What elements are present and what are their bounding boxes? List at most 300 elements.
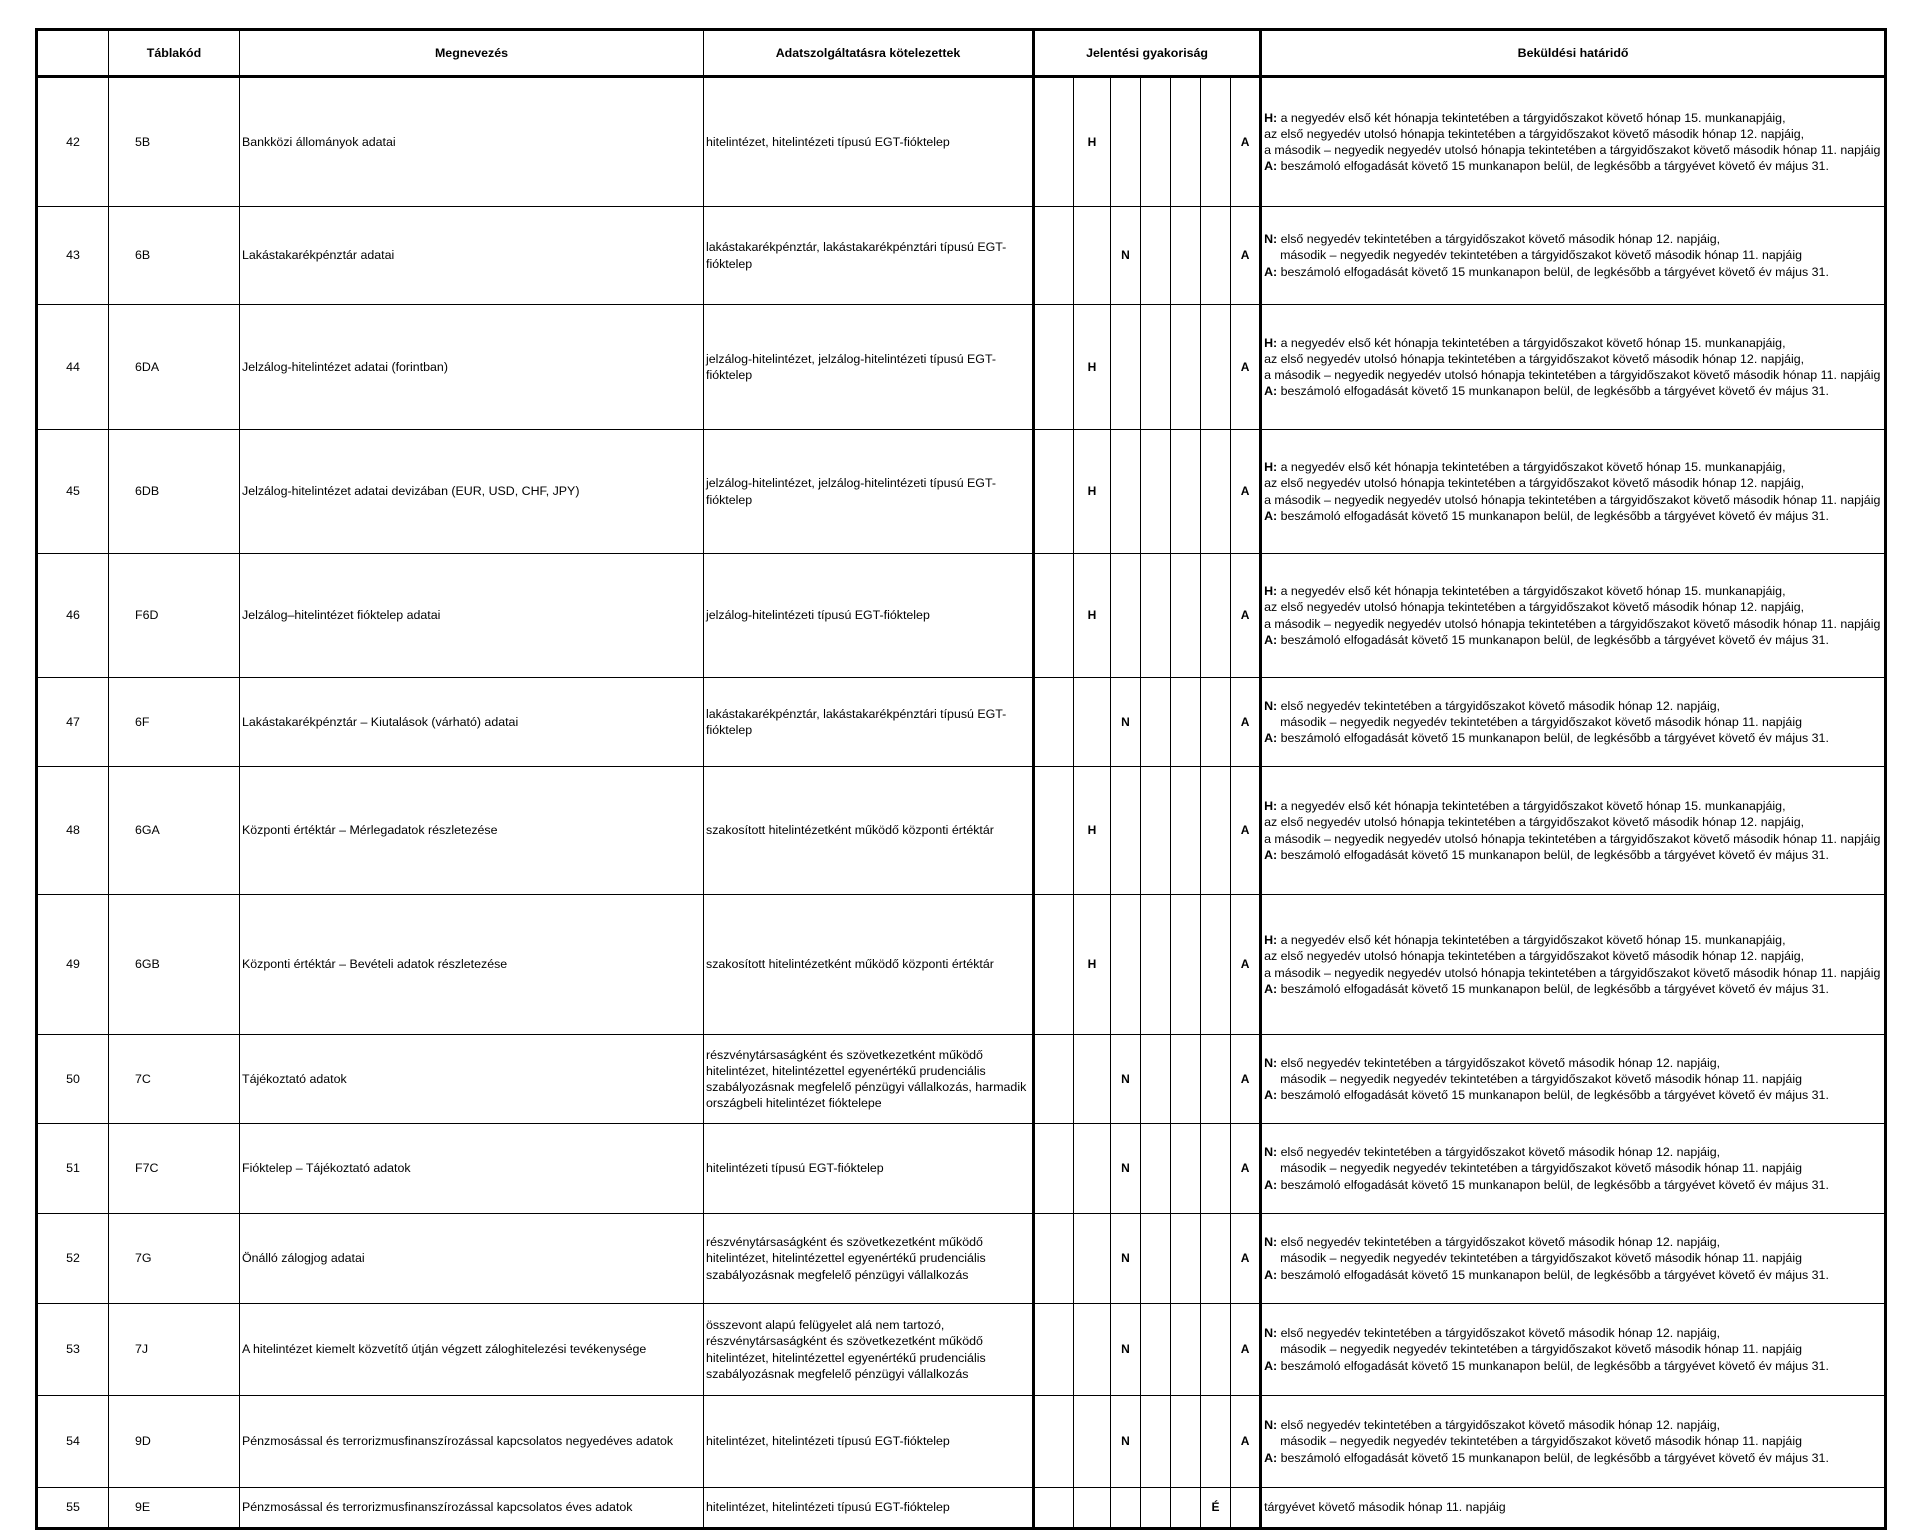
deadline-text: az első negyedév utolsó hónapja tekintetében a tárgyidőszakot követő második hónap 12. napjáig, [1264,949,1805,964]
frequency-cell [1141,1214,1171,1304]
row-number: 49 [37,895,109,1035]
frequency-cell: A [1231,207,1261,305]
deadline-line [1264,1267,1882,1283]
deadline-line [1264,351,1882,367]
deadline-line [1264,459,1882,475]
deadline-line [1264,948,1882,964]
deadline-line [1264,367,1882,383]
deadline-label: A: [1264,847,1278,862]
deadline-text: beszámoló elfogadását követő 15 munkanapon belül, de legkésőbb a tárgyévet követő év május 31. [1277,981,1829,996]
deadline-text: első negyedév tekintetében a tárgyidőszakot követő második hónap 12. napjáig, [1277,698,1721,713]
deadline-line [1264,698,1882,714]
table-code: 9E [109,1488,240,1529]
deadline-text: beszámoló elfogadását követő 15 munkanapon belül, de legkésőbb a tárgyévet követő év május 31. [1277,508,1829,523]
obligors: szakosított hitelintézetként működő központi értéktár [704,767,1034,895]
deadline-line [1264,231,1882,247]
deadline-line [1264,599,1882,615]
frequency-cell [1171,430,1201,554]
frequency-cell: N [1111,1214,1141,1304]
deadline-line [1264,965,1882,981]
frequency-cell [1171,1214,1201,1304]
obligors: hitelintézeti típusú EGT-fióktelep [704,1124,1034,1214]
deadline-line [1264,1055,1882,1071]
frequency-cell [1034,1396,1074,1488]
frequency-cell: A [1231,895,1261,1035]
table-row [37,77,1886,207]
table-name: Jelzálog-hitelintézet adatai (forintban) [240,305,704,430]
deadline-text: a negyedév első két hónapja tekintetében a tárgyidőszakot követő hónap 15. munkanapjáig, [1277,584,1786,599]
deadline-label: A: [1264,1358,1278,1373]
deadline-text: az első negyedév utolsó hónapja tekintetében a tárgyidőszakot követő második hónap 12. napjáig, [1264,351,1805,366]
frequency-cell [1074,1035,1111,1124]
deadline-text: a második – negyedik negyedév utolsó hónapja tekintetében a tárgyidőszakot követő második hónap 11. napjáig [1264,616,1881,631]
deadline-line [1264,1341,1882,1357]
frequency-cell: A [1231,1035,1261,1124]
frequency-cell [1201,895,1231,1035]
deadline-label: N: [1264,698,1278,713]
deadline-text: beszámoló elfogadását követő 15 munkanapon belül, de legkésőbb a tárgyévet követő év május 31. [1277,384,1829,399]
frequency-cell [1201,305,1231,430]
table-header [37,30,1886,77]
deadline-line [1264,158,1882,174]
table-name: Fióktelep – Tájékoztató adatok [240,1124,704,1214]
deadline-label: H: [1264,335,1278,350]
frequency-cell [1141,767,1171,895]
deadline-text: második – negyedik negyedév tekintetében a tárgyidőszakot követő második hónap 11. napjáig [1280,1342,1802,1357]
frequency-cell: N [1111,1396,1141,1488]
frequency-cell [1141,554,1171,678]
table-name: Központi értéktár – Mérlegadatok részletezése [240,767,704,895]
frequency-cell [1141,678,1171,767]
deadline-text: beszámoló elfogadását követő 15 munkanapon belül, de legkésőbb a tárgyévet követő év május 31. [1277,847,1829,862]
frequency-cell [1034,1488,1074,1529]
table-row [37,1035,1886,1124]
deadline-line [1264,126,1882,142]
deadline-text: a második – negyedik negyedév utolsó hónapja tekintetében a tárgyidőszakot követő második hónap 11. napjáig [1264,831,1881,846]
frequency-cell [1141,305,1171,430]
deadline-line [1264,932,1882,948]
table-row [37,767,1886,895]
table-name: Pénzmosással és terrorizmusfinanszírozással kapcsolatos negyedéves adatok [240,1396,704,1488]
frequency-cell [1171,1304,1201,1396]
deadline-line [1264,583,1882,599]
reporting-table [35,28,1887,1530]
deadline-text: a második – negyedik negyedév utolsó hónapja tekintetében a tárgyidőszakot követő második hónap 11. napjáig [1264,143,1881,157]
frequency-cell: N [1111,1035,1141,1124]
frequency-cell [1171,554,1201,678]
deadline-label: A: [1264,384,1278,399]
deadline-line [1264,632,1882,648]
deadline-text: beszámoló elfogadását követő 15 munkanapon belül, de legkésőbb a tárgyévet követő év május 31. [1277,159,1829,174]
deadline [1261,430,1886,554]
deadline-label: H: [1264,110,1278,125]
frequency-cell: A [1231,430,1261,554]
deadline-line [1264,1433,1882,1449]
frequency-cell [1201,678,1231,767]
frequency-cell [1171,678,1201,767]
header-megnevezes: Megnevezés [240,30,704,77]
deadline-text: első negyedév tekintetében a tárgyidőszakot követő második hónap 12. napjáig, [1277,1055,1721,1070]
obligors: jelzálog-hitelintézeti típusú EGT-fióktelep [704,554,1034,678]
table-code: F7C [109,1124,240,1214]
deadline-label: H: [1264,584,1278,599]
deadline-line [1264,1417,1882,1433]
frequency-cell [1034,430,1074,554]
frequency-cell [1074,1304,1111,1396]
frequency-cell [1201,430,1231,554]
frequency-cell: A [1231,1304,1261,1396]
frequency-cell: N [1111,678,1141,767]
row-number: 42 [37,77,109,207]
frequency-cell [1201,554,1231,678]
deadline-line [1264,1071,1882,1087]
deadline [1261,1304,1886,1396]
deadline-label: A: [1264,731,1278,746]
frequency-cell: H [1074,554,1111,678]
frequency-cell [1034,305,1074,430]
deadline-line [1264,1160,1882,1176]
deadline-text: első negyedév tekintetében a tárgyidőszakot követő második hónap 12. napjáig, [1277,232,1721,247]
frequency-cell [1141,1035,1171,1124]
deadline-line [1264,847,1882,863]
frequency-cell: A [1231,1124,1261,1214]
deadline [1261,554,1886,678]
frequency-cell [1141,895,1171,1035]
frequency-cell [1201,1035,1231,1124]
table-name: A hitelintézet kiemelt közvetítő útján végzett záloghitelezési tevékenysége [240,1304,704,1396]
frequency-cell [1171,305,1201,430]
obligors: részvénytársaságként és szövetkezetként működő hitelintézet, hitelintézettel egyenértékű prudenciális szabályozásnak megfelelő pénzügyi vállalkozás [704,1214,1034,1304]
deadline-label: N: [1264,1326,1278,1341]
frequency-cell [1034,895,1074,1035]
header-hatarido: Beküldési határidő [1261,30,1886,77]
deadline-label: N: [1264,1145,1278,1160]
deadline-line [1264,981,1882,997]
deadline-line [1264,1250,1882,1266]
deadline [1261,767,1886,895]
deadline-text: a negyedév első két hónapja tekintetében a tárgyidőszakot követő hónap 15. munkanapjáig, [1277,110,1786,125]
frequency-cell [1034,1124,1074,1214]
frequency-cell: A [1231,1396,1261,1488]
frequency-cell [1141,1304,1171,1396]
frequency-cell [1034,554,1074,678]
table-row [37,430,1886,554]
table-row [37,1214,1886,1304]
deadline-text: a második – negyedik negyedév utolsó hónapja tekintetében a tárgyidőszakot követő második hónap 11. napjáig [1264,492,1881,507]
deadline-label: N: [1264,1235,1278,1250]
row-number: 54 [37,1396,109,1488]
deadline-text: a második – negyedik negyedév utolsó hónapja tekintetében a tárgyidőszakot követő második hónap 11. napjáig [1264,965,1881,980]
row-number: 48 [37,767,109,895]
deadline-label: A: [1264,159,1278,174]
table-row [37,1124,1886,1214]
deadline-text: második – negyedik negyedév tekintetében a tárgyidőszakot követő második hónap 11. napjáig [1280,1434,1802,1449]
table-row [37,678,1886,767]
deadline-line [1264,142,1882,158]
deadline-text: az első negyedév utolsó hónapja tekintetében a tárgyidőszakot követő második hónap 12. napjáig, [1264,476,1805,491]
deadline-label: N: [1264,232,1278,247]
frequency-cell [1141,430,1171,554]
deadline-text: második – negyedik negyedév tekintetében a tárgyidőszakot követő második hónap 11. napjáig [1280,714,1802,729]
deadline [1261,1214,1886,1304]
deadline-line [1264,1144,1882,1160]
table-code: 7G [109,1214,240,1304]
row-number: 43 [37,207,109,305]
header-gyakorisag: Jelentési gyakoriság [1034,30,1261,77]
frequency-cell [1074,678,1111,767]
table-code: 6GA [109,767,240,895]
obligors: hitelintézet, hitelintézeti típusú EGT-fióktelep [704,77,1034,207]
table-code: 7C [109,1035,240,1124]
deadline-line [1264,730,1882,746]
table-name: Lakástakarékpénztár – Kiutalások (várható) adatai [240,678,704,767]
deadline [1261,305,1886,430]
frequency-cell: A [1231,678,1261,767]
deadline-label: A: [1264,1177,1278,1192]
deadline-line [1264,814,1882,830]
deadline [1261,1396,1886,1488]
deadline [1261,1124,1886,1214]
frequency-cell [1034,678,1074,767]
deadline-line [1264,1450,1882,1466]
frequency-cell [1141,1124,1171,1214]
table-name: Önálló zálogjog adatai [240,1214,704,1304]
row-number: 47 [37,678,109,767]
table-code: F6D [109,554,240,678]
deadline-text: beszámoló elfogadását követő 15 munkanapon belül, de legkésőbb a tárgyévet követő év május 31. [1277,632,1829,647]
frequency-cell: A [1231,1214,1261,1304]
deadline-text: második – negyedik negyedév tekintetében a tárgyidőszakot követő második hónap 11. napjáig [1280,248,1802,263]
frequency-cell [1171,1124,1201,1214]
frequency-cell [1171,895,1201,1035]
frequency-cell [1201,767,1231,895]
row-number: 52 [37,1214,109,1304]
frequency-cell [1201,1396,1231,1488]
table-row [37,895,1886,1035]
obligors: hitelintézet, hitelintézeti típusú EGT-fióktelep [704,1488,1034,1529]
deadline-line [1264,1177,1882,1193]
frequency-cell [1201,1124,1231,1214]
deadline [1261,207,1886,305]
deadline-text: második – negyedik negyedév tekintetében a tárgyidőszakot követő második hónap 11. napjáig [1280,1251,1802,1266]
frequency-cell [1074,1214,1111,1304]
table-code: 7J [109,1304,240,1396]
deadline-label: A: [1264,264,1278,279]
deadline-text: a negyedév első két hónapja tekintetében a tárgyidőszakot követő hónap 15. munkanapjáig, [1277,799,1786,814]
deadline-text: beszámoló elfogadását követő 15 munkanapon belül, de legkésőbb a tárgyévet követő év május 31. [1277,264,1829,279]
deadline-text: tárgyévet követő második hónap 11. napjáig [1264,1500,1506,1515]
deadline-text: a második – negyedik negyedév utolsó hónapja tekintetében a tárgyidőszakot követő második hónap 11. napjáig [1264,368,1881,382]
deadline-line [1264,492,1882,508]
frequency-cell [1111,895,1141,1035]
frequency-cell [1111,767,1141,895]
deadline [1261,895,1886,1035]
frequency-cell [1034,207,1074,305]
frequency-cell [1231,1488,1261,1529]
frequency-cell [1034,77,1074,207]
header-tablakod: Táblakód [109,30,240,77]
frequency-cell [1201,1304,1231,1396]
deadline-text: beszámoló elfogadását követő 15 munkanapon belül, de legkésőbb a tárgyévet követő év május 31. [1277,731,1829,746]
obligors: jelzálog-hitelintézet, jelzálog-hitelintézeti típusú EGT-fióktelep [704,305,1034,430]
deadline-text: első negyedév tekintetében a tárgyidőszakot követő második hónap 12. napjáig, [1277,1326,1721,1341]
frequency-cell [1074,1124,1111,1214]
row-number: 53 [37,1304,109,1396]
frequency-cell [1111,554,1141,678]
deadline-text: második – negyedik negyedév tekintetében a tárgyidőszakot követő második hónap 11. napjáig [1280,1071,1802,1086]
deadline-line [1264,264,1882,280]
table-code: 6GB [109,895,240,1035]
row-number: 44 [37,305,109,430]
obligors: jelzálog-hitelintézet, jelzálog-hitelintézeti típusú EGT-fióktelep [704,430,1034,554]
deadline-line [1264,714,1882,730]
frequency-cell [1171,767,1201,895]
deadline-text: a negyedév első két hónapja tekintetében a tárgyidőszakot követő hónap 15. munkanapjáig, [1277,460,1786,475]
deadline-label: H: [1264,460,1278,475]
deadline-text: második – negyedik negyedév tekintetében a tárgyidőszakot követő második hónap 11. napjáig [1280,1161,1802,1176]
frequency-cell [1141,1488,1171,1529]
frequency-cell [1034,1304,1074,1396]
frequency-cell: A [1231,767,1261,895]
deadline [1261,1488,1886,1529]
frequency-cell [1074,1488,1111,1529]
frequency-cell [1111,430,1141,554]
row-number: 50 [37,1035,109,1124]
frequency-cell [1201,207,1231,305]
table-row [37,305,1886,430]
table-name: Jelzálog-hitelintézet adatai devizában (EUR, USD, CHF, JPY) [240,430,704,554]
deadline-text: a negyedév első két hónapja tekintetében a tárgyidőszakot követő hónap 15. munkanapjáig, [1277,335,1786,350]
deadline-text: beszámoló elfogadását követő 15 munkanapon belül, de legkésőbb a tárgyévet követő év május 31. [1277,1267,1829,1282]
deadline-label: A: [1264,508,1278,523]
obligors: lakástakarékpénztár, lakástakarékpénztári típusú EGT-fióktelep [704,207,1034,305]
frequency-cell: H [1074,77,1111,207]
table-code: 5B [109,77,240,207]
header-kotelezettek: Adatszolgáltatásra kötelezettek [704,30,1034,77]
deadline-label: N: [1264,1055,1278,1070]
deadline-label: A: [1264,1267,1278,1282]
frequency-cell: H [1074,430,1111,554]
deadline-line [1264,1358,1882,1374]
deadline-text: az első negyedév utolsó hónapja tekintetében a tárgyidőszakot követő második hónap 12. napjáig, [1264,600,1805,615]
deadline-line [1264,475,1882,491]
deadline-label: A: [1264,632,1278,647]
deadline-text: beszámoló elfogadását követő 15 munkanapon belül, de legkésőbb a tárgyévet követő év május 31. [1277,1450,1829,1465]
frequency-cell [1141,207,1171,305]
frequency-cell [1141,77,1171,207]
frequency-cell [1201,1214,1231,1304]
deadline-label: H: [1264,933,1278,948]
frequency-cell [1034,767,1074,895]
obligors: szakosított hitelintézetként működő központi értéktár [704,895,1034,1035]
row-number: 55 [37,1488,109,1529]
frequency-cell [1034,1035,1074,1124]
frequency-cell: É [1201,1488,1231,1529]
row-number: 51 [37,1124,109,1214]
frequency-cell: N [1111,1304,1141,1396]
deadline-line [1264,798,1882,814]
frequency-cell [1111,77,1141,207]
deadline-label: A: [1264,981,1278,996]
table-name: Bankközi állományok adatai [240,77,704,207]
table-name: Pénzmosással és terrorizmusfinanszírozással kapcsolatos éves adatok [240,1488,704,1529]
frequency-cell: H [1074,767,1111,895]
table-row [37,554,1886,678]
table-row [37,1396,1886,1488]
table-code: 6DA [109,305,240,430]
frequency-cell [1171,1035,1201,1124]
deadline-line [1264,247,1882,263]
table-body [37,77,1886,1529]
deadline-label: A: [1264,1450,1278,1465]
deadline-text: első negyedév tekintetében a tárgyidőszakot követő második hónap 12. napjáig, [1277,1145,1721,1160]
deadline-line [1264,1087,1882,1103]
deadline-text: a negyedév első két hónapja tekintetében a tárgyidőszakot követő hónap 15. munkanapjáig, [1277,933,1786,948]
table-row [37,1488,1886,1529]
table-row [37,207,1886,305]
frequency-cell: N [1111,207,1141,305]
deadline-text: beszámoló elfogadását követő 15 munkanapon belül, de legkésőbb a tárgyévet követő év május 31. [1277,1088,1829,1103]
deadline-label: A: [1264,1088,1278,1103]
table-code: 6DB [109,430,240,554]
frequency-cell [1074,207,1111,305]
deadline-text: az első negyedév utolsó hónapja tekintetében a tárgyidőszakot követő második hónap 12. napjáig, [1264,815,1805,830]
deadline-line [1264,383,1882,399]
table-code: 6F [109,678,240,767]
frequency-cell [1171,1488,1201,1529]
deadline-text: beszámoló elfogadását követő 15 munkanapon belül, de legkésőbb a tárgyévet követő év május 31. [1277,1177,1829,1192]
frequency-cell [1141,1396,1171,1488]
frequency-cell [1111,305,1141,430]
deadline-line [1264,1234,1882,1250]
frequency-cell [1171,207,1201,305]
deadline-line [1264,616,1882,632]
deadline-line [1264,335,1882,351]
table-name: Lakástakarékpénztár adatai [240,207,704,305]
frequency-cell [1034,1214,1074,1304]
frequency-cell: A [1231,77,1261,207]
obligors: lakástakarékpénztár, lakástakarékpénztári típusú EGT-fióktelep [704,678,1034,767]
header-blank [37,30,109,77]
row-number: 46 [37,554,109,678]
table-code: 9D [109,1396,240,1488]
obligors: részvénytársaságként és szövetkezetként működő hitelintézet, hitelintézettel egyenértékű prudenciális szabályozásnak megfelelő pénzügyi vállalkozás, harmadik országbeli hitelintézet fióktelepe [704,1035,1034,1124]
row-number: 45 [37,430,109,554]
deadline [1261,1035,1886,1124]
obligors: összevont alapú felügyelet alá nem tartozó, részvénytársaságként és szövetkezetként működő hitelintézet, hitelintézettel egyenértékű prudenciális szabályozásnak megfelelő pénzügyi vállalkozás [704,1304,1034,1396]
frequency-cell [1111,1488,1141,1529]
deadline-text: első negyedév tekintetében a tárgyidőszakot követő második hónap 12. napjáig, [1277,1418,1721,1433]
deadline-line [1264,1325,1882,1341]
deadline-text: első negyedév tekintetében a tárgyidőszakot követő második hónap 12. napjáig, [1277,1235,1721,1250]
frequency-cell [1171,1396,1201,1488]
table-name: Jelzálog–hitelintézet fióktelep adatai [240,554,704,678]
deadline [1261,77,1886,207]
table-row [37,1304,1886,1396]
deadline-label: H: [1264,799,1278,814]
deadline-line [1264,508,1882,524]
frequency-cell: A [1231,554,1261,678]
deadline-line [1264,831,1882,847]
frequency-cell: H [1074,305,1111,430]
table-code: 6B [109,207,240,305]
frequency-cell: A [1231,305,1261,430]
frequency-cell: N [1111,1124,1141,1214]
table-name: Központi értéktár – Bevételi adatok részletezése [240,895,704,1035]
deadline-text: beszámoló elfogadását követő 15 munkanapon belül, de legkésőbb a tárgyévet követő év május 31. [1277,1358,1829,1373]
table-name: Tájékoztató adatok [240,1035,704,1124]
frequency-cell [1201,77,1231,207]
